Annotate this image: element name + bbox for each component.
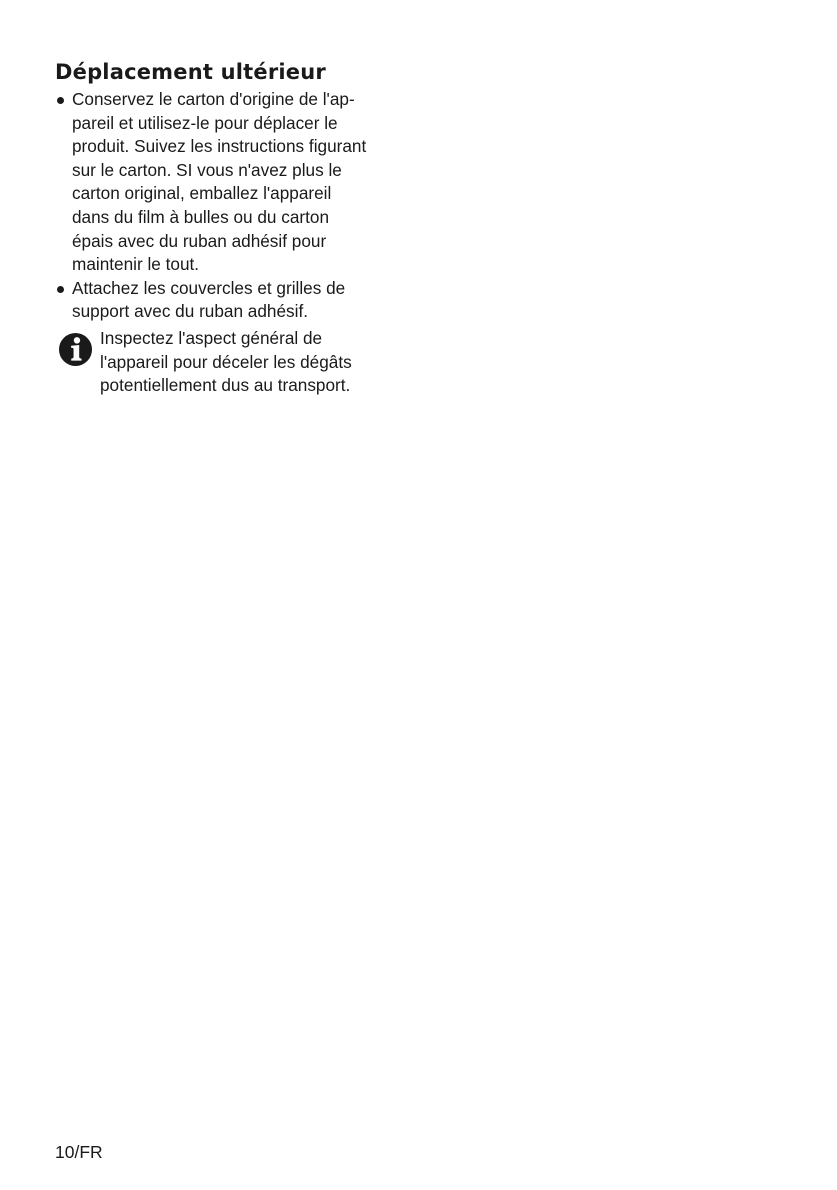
bullet-text-line: pareil et utilisez-le pour déplacer le xyxy=(72,112,338,133)
bullet-text-line: carton original, emballez l'appareil xyxy=(72,183,332,204)
section-heading: Déplacement ultérieur xyxy=(55,60,326,84)
info-icon xyxy=(58,332,93,367)
bullet-text-line: Conservez le carton d'origine de l'ap- xyxy=(72,89,355,109)
bullet-text-line: produit. Suivez les instructions figurant xyxy=(72,136,367,157)
bullet-text-line: support avec du ruban adhésif. xyxy=(72,301,309,322)
bullet-list xyxy=(55,88,415,324)
page-number: 10/FR xyxy=(55,1142,103,1162)
note-text-line: l'appareil pour déceler les dégâts xyxy=(100,351,352,372)
note-text-line: potentiellement dus au transport. xyxy=(100,375,351,396)
note-text-line: Inspectez l'aspect général de xyxy=(100,327,323,348)
bullet-item-attach-covers xyxy=(55,277,415,324)
bullet-text-line: Attachez les couvercles et grilles de xyxy=(72,277,346,298)
bullet-text-line: sur le carton. SI vous n'avez plus le xyxy=(72,159,342,180)
page-content xyxy=(55,58,415,398)
info-note xyxy=(55,327,415,398)
bullet-item-keep-carton xyxy=(55,88,415,277)
bullet-dot-icon xyxy=(57,286,64,293)
bullet-dot-icon xyxy=(57,97,64,104)
bullet-text-line: épais avec du ruban adhésif pour xyxy=(72,230,327,251)
bullet-text-line: dans du film à bulles ou du carton xyxy=(72,206,330,227)
bullet-text-line: maintenir le tout. xyxy=(72,254,200,275)
